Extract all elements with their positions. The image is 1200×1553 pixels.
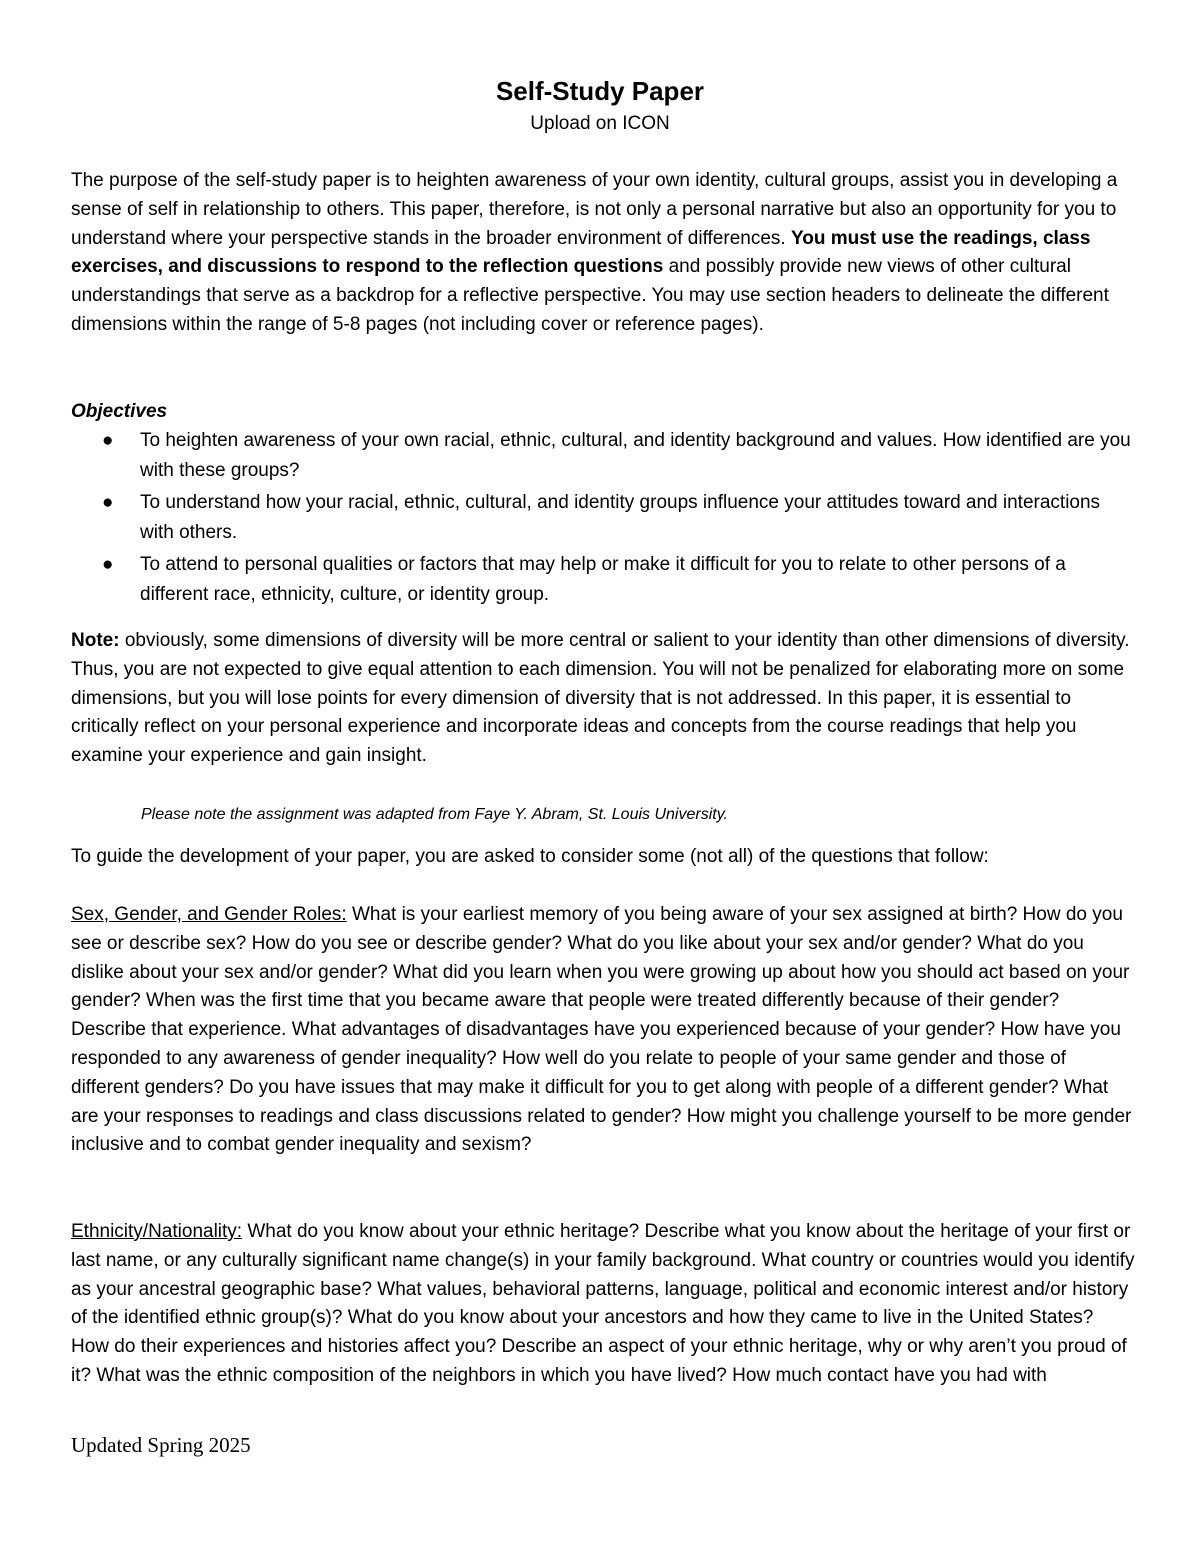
intro-bold-text: You must use the readings, class exercises, and discussions to respond to the reflection questions bbox=[71, 227, 1091, 278]
note-text: obviously, some dimensions of diversity will be more central or salient to your identity than other dimensions of diversity. Thus, you are not expected to give equal attention to each dimension. You will not be penalized for elaborating more on some dimensions, but you will lose points for every dimension of diversity that is not addressed. In this paper, it is essential to critically reflect on your personal experience and incorporate ideas and concepts from the course readings that help you examine your experience and gain insight. bbox=[71, 630, 1130, 767]
section-text: What do you know about your ethnic heritage? Describe what you know about the heritage of your first or last name, or any culturally significant name change(s) in your family background. What country or countries would you identify as your ancestral geographic base? What values, behavioral patterns, language, political and economic interest and/or history of the identified ethnic group(s)? What do you know about your ancestors and how they came to live in the United States? How do their experiences and histories affect you? Describe an aspect of your ethnic heritage, why or why aren’t you proud of it? What was the ethnic composition of the neighbors in which you have lived? How much contact have you had with bbox=[71, 1221, 1135, 1386]
intro-text-1: The purpose of the self-study paper is to heighten awareness of your own identity, cultural groups, assist you in developing a sense of self in relationship to others. This paper, therefore, is not only a personal narrative but also an opportunity for you to understand where your perspective stands in the broader environment of differences. bbox=[71, 170, 1118, 249]
objective-text: To understand how your racial, ethnic, cultural, and identity groups influence your attitudes toward and interactions with others. bbox=[140, 492, 1101, 543]
bullet-icon: ● bbox=[102, 430, 114, 451]
objective-text: To attend to personal qualities or factors that may help or make it difficult for you to relate to other persons of a different race, ethnicity, culture, or identity group. bbox=[140, 554, 1066, 605]
guide-paragraph: To guide the development of your paper, you are asked to consider some (not all) of the questions that follow: bbox=[71, 846, 989, 867]
section-ethnicity bbox=[71, 1218, 1136, 1391]
list-item bbox=[71, 426, 1136, 486]
note-label: Note: bbox=[71, 630, 120, 651]
objectives-heading: Objectives bbox=[71, 401, 168, 422]
section-heading: Sex, Gender, and Gender Roles: bbox=[71, 904, 347, 925]
page-title: Self-Study Paper bbox=[495, 76, 705, 106]
credit-note: Please note the assignment was adapted from Faye Y. Abram, St. Louis University. bbox=[141, 806, 728, 823]
intro-paragraph bbox=[71, 167, 1136, 340]
intro-text-2: and possibly provide new views of other cultural understandings that serve as a backdrop for a reflective perspective. You may use section headers to delineate the different dimensions within the range of 5-8 pages (not including cover or reference pages). bbox=[71, 256, 1109, 335]
list-item bbox=[71, 488, 1136, 548]
section-heading: Ethnicity/Nationality: bbox=[71, 1221, 243, 1242]
objectives-list bbox=[71, 426, 1136, 612]
bullet-icon: ● bbox=[102, 492, 114, 513]
list-item bbox=[71, 550, 1136, 610]
objective-text: To heighten awareness of your own racial, ethnic, cultural, and identity background and values. How identified are you with these groups? bbox=[140, 430, 1131, 481]
note-paragraph bbox=[71, 627, 1136, 771]
page-footer: Updated Spring 2025 bbox=[71, 1433, 251, 1457]
page-subtitle: Upload on ICON bbox=[530, 113, 670, 134]
section-text: What is your earliest memory of you being aware of your sex assigned at birth? How do you see or describe sex? How do you see or describe gender? What do you like about your sex and/or gender? What do you dislike about your sex and/or gender? What did you learn when you were growing up about how you should act based on your gender? When was the first time that you became aware that people were treated differently because of their gender? Describe that experience. What advantages of disadvantages have you experienced because of your gender? How have you responded to any awareness of gender inequality? How well do you relate to people of your same gender and those of different genders? Do you have issues that may make it difficult for you to get along with people of a different gender? What are your responses to readings and class discussions related to gender? How might you challenge yourself to be more gender inclusive and to combat gender inequality and sexism? bbox=[71, 904, 1132, 1156]
bullet-icon: ● bbox=[102, 554, 114, 575]
section-sex-gender bbox=[71, 901, 1136, 1160]
